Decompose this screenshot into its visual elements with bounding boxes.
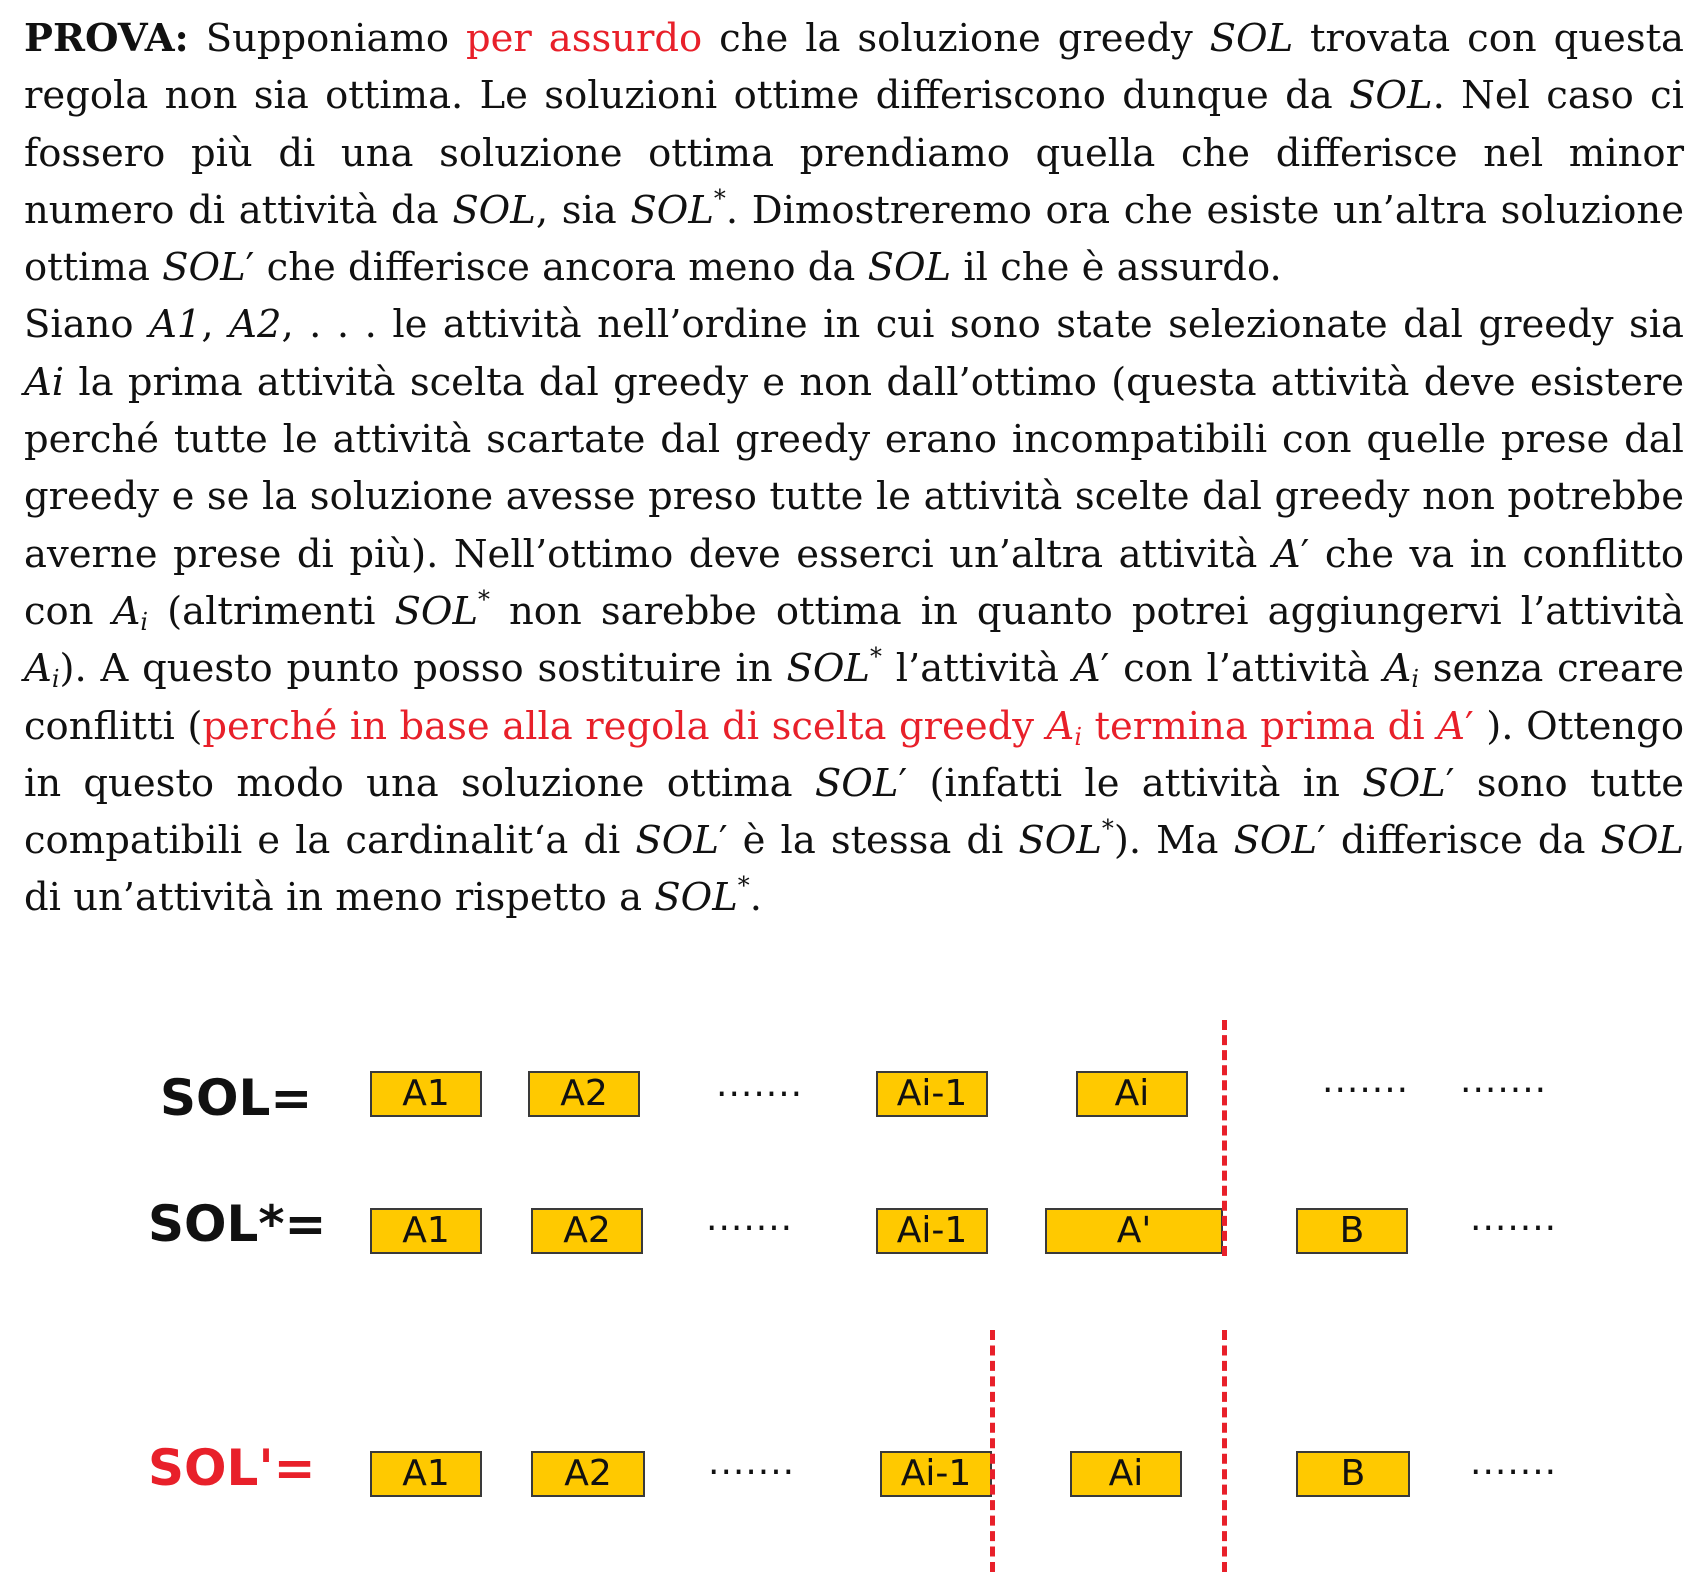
cut-line-upper: [1222, 1020, 1227, 1256]
ellipsis: ·······: [1460, 1070, 1548, 1111]
activity-box: A2: [531, 1451, 645, 1497]
highlight-greedy-rule: perché in base alla regola di scelta greedy $A_i$ termina prima di A′: [202, 703, 1474, 751]
activity-box: A2: [531, 1208, 643, 1254]
activity-box: Ai-1: [876, 1208, 988, 1254]
ellipsis: ·······: [1470, 1208, 1558, 1249]
ellipsis: ·······: [716, 1074, 804, 1115]
activity-box: A1: [370, 1451, 482, 1497]
ellipsis: ·······: [1470, 1452, 1558, 1493]
activity-box: Ai: [1070, 1451, 1182, 1497]
proof-paragraph-1: PROVA: Supponiamo per assurdo che la soluzione greedy SOL trovata con questa regola non sia ottima. Le soluzioni ottime differiscono dunque da SOL. Nel caso ci fossero più di una soluzione ottima prendiamo quella che differisce nel minor numero di attività da SOL, sia SOL*. Dimostreremo ora che esiste un’altra soluzione ottima SOL′ che differisce ancora meno da SOL il che è assurdo.: [24, 16, 1684, 291]
row-label-sol-prime: SOL'=: [148, 1439, 316, 1497]
activity-box: Ai-1: [876, 1071, 988, 1117]
cut-line-right: [1222, 1330, 1227, 1572]
proof-text: [24, 10, 1684, 927]
activity-box: A1: [370, 1071, 482, 1117]
proof-label: PROVA:: [24, 16, 189, 61]
activity-box: Ai-1: [880, 1451, 992, 1497]
activity-box: A': [1045, 1208, 1223, 1254]
activity-box: A1: [370, 1208, 482, 1254]
ellipsis: ·······: [706, 1208, 794, 1249]
highlight-per-assurdo: per assurdo: [466, 16, 703, 61]
activity-box: B: [1296, 1208, 1408, 1254]
cut-line-left: [990, 1330, 995, 1572]
activity-box: A2: [528, 1071, 640, 1117]
activity-box: B: [1296, 1451, 1410, 1497]
activity-box: Ai: [1076, 1071, 1188, 1117]
row-label-sol: SOL=: [160, 1069, 313, 1127]
proof-paragraph-2: Siano A1, A2, . . . le attività nell’ordine in cui sono state selezionate dal greedy sia Ai la prima attività scelta dal greedy e non dall’ottimo (questa attività deve esistere perché tutte le attività scartate dal greedy erano incompatibili con quelle prese dal greedy e se la soluzione avesse preso tutte le attività scelte dal greedy non potrebbe averne prese di più). Nell’ottimo deve esserci un’altra attività A′ che va in conflitto con $A_i$ (altrimenti SOL* non sarebbe ottima in quanto potrei aggiungervi l’attività $A_i$). A questo punto posso sostituire in SOL* l’attività A′ con l’attività $A_i$ senza creare conflitti (perché in base alla regola di scelta greedy $A_i$ termina prima di A′ ). Ottengo in questo modo una soluzione ottima SOL′ (infatti le attività in SOL′ sono tutte compatibili e la cardinalit‘a di SOL′ è la stessa di SOL*). Ma SOL′ differisce da SOL di un’attività in meno rispetto a SOL*.: [24, 302, 1685, 921]
ellipsis: ·······: [1322, 1070, 1410, 1111]
row-label-sol-star: SOL*=: [148, 1195, 327, 1253]
ellipsis: ·······: [708, 1452, 796, 1493]
